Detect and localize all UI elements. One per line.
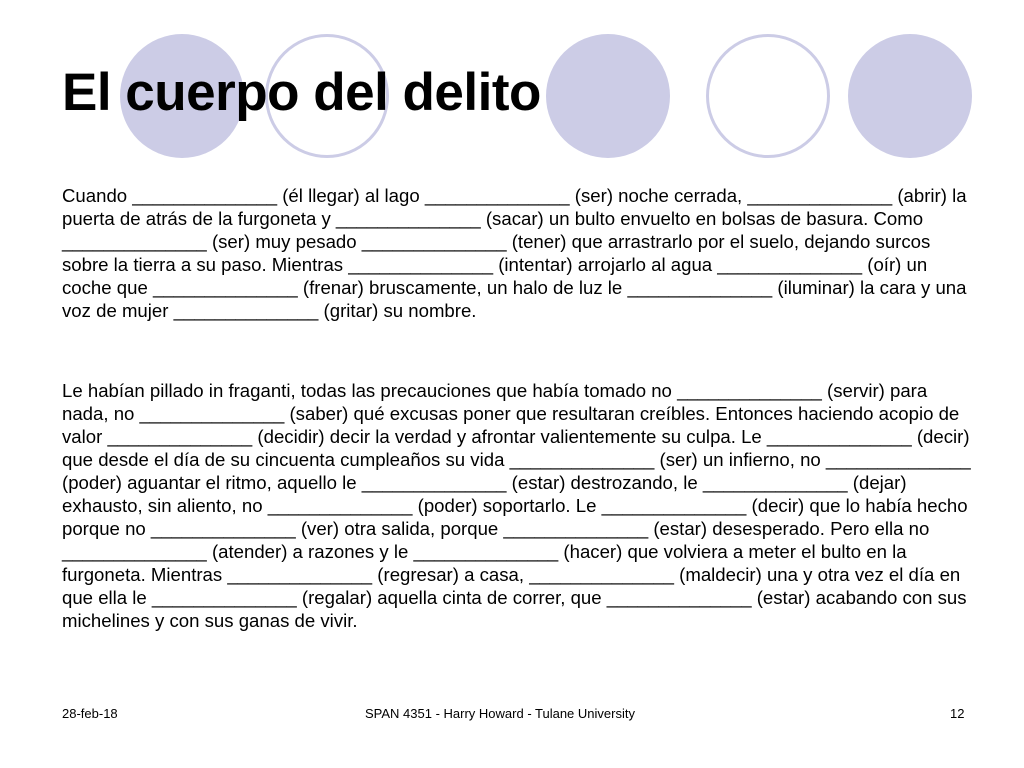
footer-course: SPAN 4351 - Harry Howard - Tulane University xyxy=(365,706,635,721)
footer-page-number: 12 xyxy=(950,706,965,721)
decor-circle-5 xyxy=(848,34,972,158)
slide-title: El cuerpo del delito xyxy=(62,63,541,122)
decor-circle-4 xyxy=(706,34,830,158)
decor-circle-3 xyxy=(546,34,670,158)
paragraph-2: Le habían pillado in fraganti, todas las precauciones que había tomado no ______________ (servir) para nada, no ______________ (saber) qué excusas poner que resultaran creíbles. Entonces haciendo acopio de valor ______________ (decidir) decir la verdad y afrontar valientemente su culpa. Le ______________ (decir) que desde el día de su cincuenta cumpleaños su vida ______________ (ser) un infierno, no ______________ (poder) aguantar el ritmo, aquello le ______________ (estar) destrozando, le ______________ (dejar) exhausto, sin aliento, no ______________ (poder) soportarlo. Le ______________ (decir) que lo había hecho porque no ______________ (ver) otra salida, porque ______________ (estar) desesperado. Pero ella no ______________ (atender) a razones y le ______________ (hacer) que volviera a meter el bulto en la furgoneta. Mientras ______________ (regresar) a casa, ______________ (maldecir) una y otra vez el día en que ella le ______________ (regalar) aquella cinta de correr, que ______________ (estar) acabando con sus michelines y con sus ganas de vivir. xyxy=(62,380,971,631)
paragraph-1: Cuando ______________ (él llegar) al lago ______________ (ser) noche cerrada, ______________ (abrir) la puerta de atrás de la furgoneta y ______________ (sacar) un bulto envuelto en bolsas de basura. Como ______________ (ser) muy pesado ______________ (tener) que arrastrarlo por el suelo, dejando surcos sobre la tierra a su paso. Mientras ______________ (intentar) arrojarlo al agua ______________ (oír) un coche que ______________ (frenar) bruscamente, un halo de luz le ______________ (iluminar) la cara y una voz de mujer ______________ (gritar) su nombre. xyxy=(62,185,967,321)
footer-date: 28-feb-18 xyxy=(62,706,118,721)
